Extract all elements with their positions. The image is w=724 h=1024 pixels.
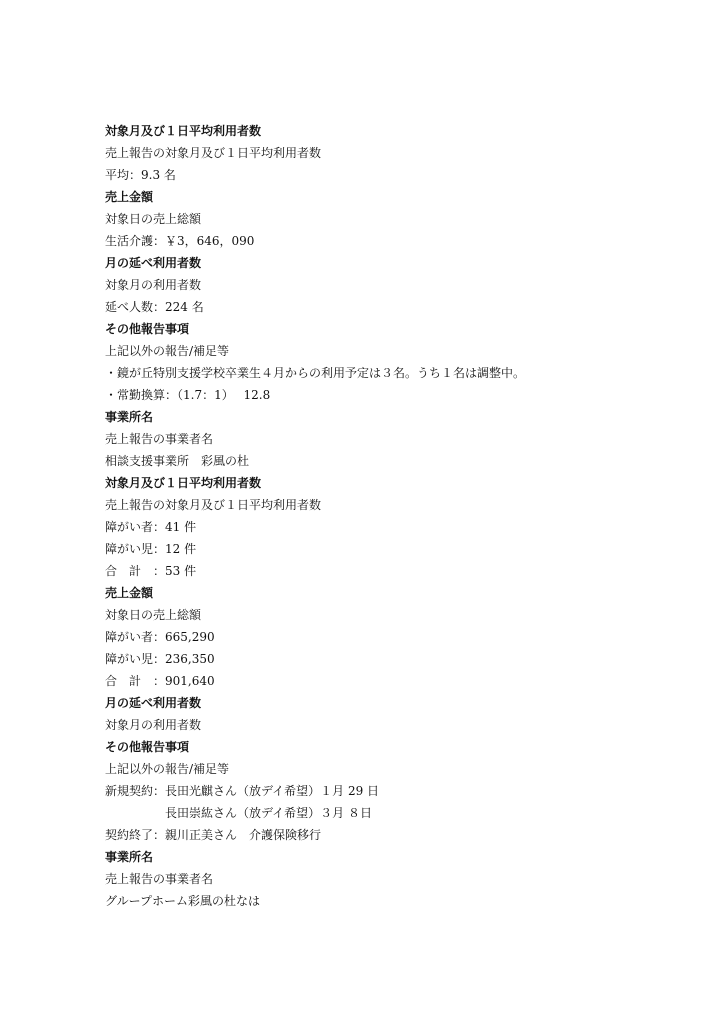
document-line: グループホーム彩風の杜なは — [105, 894, 261, 908]
section-heading: 対象月及び１日平均利用者数 — [105, 476, 262, 490]
document-line: ・鏡が丘特別支援学校卒業生４月からの利用予定は３名。うち１名は調整中。 — [105, 366, 526, 380]
document-line: 売上報告の事業者名 — [105, 872, 214, 886]
document-body — [105, 120, 665, 912]
document-line: 障がい者：41 件 — [105, 520, 197, 534]
document-line: 障がい児：236,350 — [105, 652, 215, 666]
document-line: 延べ人数：224 名 — [105, 300, 204, 314]
document-line: 契約終了：親川正美さん 介護保険移行 — [105, 828, 322, 842]
document-line: 長田崇紘さん（放デイ希望）３月 ８日 — [165, 806, 372, 820]
document-line: 売上報告の対象月及び１日平均利用者数 — [105, 146, 322, 160]
document-line: 売上報告の対象月及び１日平均利用者数 — [105, 498, 322, 512]
document-line: ・常勤換算：（1.7：1） 12.8 — [105, 388, 271, 402]
section-heading: 月の延べ利用者数 — [105, 696, 202, 710]
section-heading: 事業所名 — [105, 850, 154, 864]
document-line: 障がい児：12 件 — [105, 542, 197, 556]
section-heading: 売上金額 — [105, 586, 154, 600]
document-line: 平均：9.3 名 — [105, 168, 176, 182]
document-line: 上記以外の報告/補足等 — [105, 762, 230, 776]
section-heading: 対象月及び１日平均利用者数 — [105, 124, 262, 138]
document-line: 対象日の売上総額 — [105, 212, 202, 226]
document-line: 合 計 ：901,640 — [105, 674, 215, 688]
document-line: 売上報告の事業者名 — [105, 432, 214, 446]
section-heading: 事業所名 — [105, 410, 154, 424]
document-line: 対象日の売上総額 — [105, 608, 202, 622]
document-line: 障がい者：665,290 — [105, 630, 215, 644]
section-heading: 月の延べ利用者数 — [105, 256, 202, 270]
document-line: 生活介護：￥3，646，090 — [105, 234, 255, 248]
document-line: 対象月の利用者数 — [105, 718, 202, 732]
document-line: 上記以外の報告/補足等 — [105, 344, 230, 358]
section-heading: その他報告事項 — [105, 322, 190, 336]
section-heading: その他報告事項 — [105, 740, 190, 754]
document-line: 合 計 ：53 件 — [105, 564, 197, 578]
document-line: 相談支援事業所 彩風の杜 — [105, 454, 250, 468]
document-line: 対象月の利用者数 — [105, 278, 202, 292]
section-heading: 売上金額 — [105, 190, 154, 204]
document-line: 新規契約：長田光麒さん（放デイ希望）１月 29 日 — [105, 784, 380, 798]
